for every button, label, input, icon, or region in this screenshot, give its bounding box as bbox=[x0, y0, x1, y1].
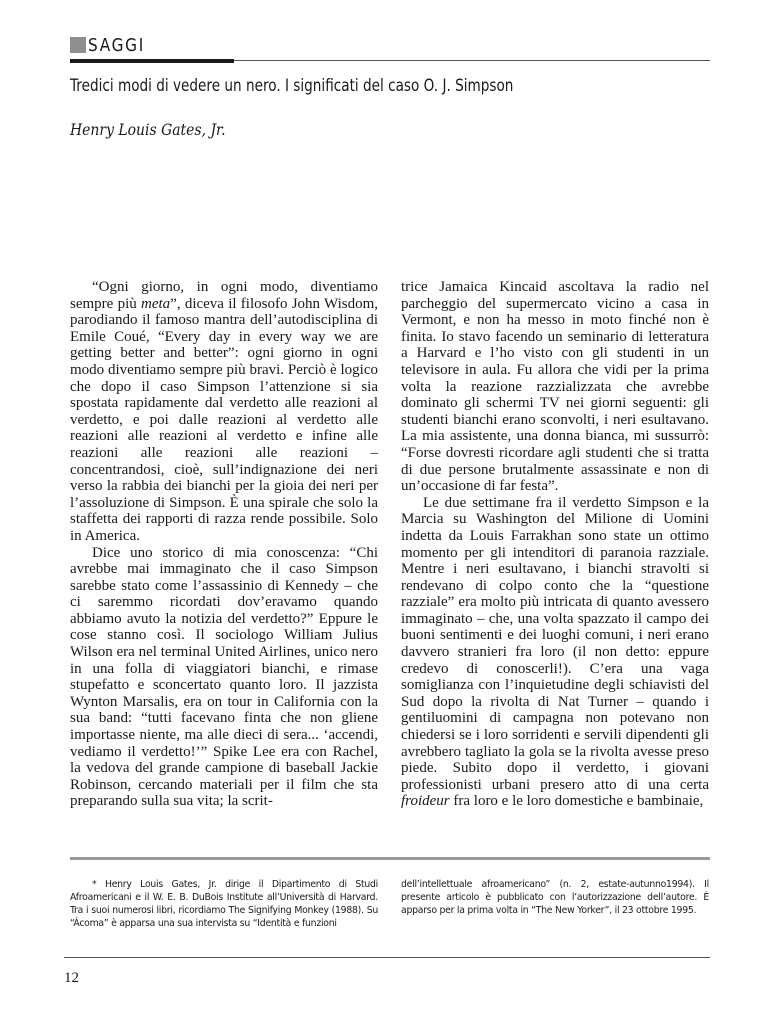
article-title: Tredici modi di vedere un nero. I significati del caso O. J. Simpson bbox=[70, 76, 514, 96]
footnote-right bbox=[401, 878, 709, 917]
paragraph-text: Le due settimane fra il verdetto Simpson e la Marcia su Washington del Milione di Uomini indetta da Louis Farrakhan sono state un ottimo momento per gli intenditori di paranoia razziale. Mentre i neri esultavano, i bianchi stravolti si rendevano di colpo conto che la “questione razziale” era molto più intricata di quanto avessero immaginato – che, una volta spazzato il campo dei buoni sentimenti e dei luoghi comuni, i neri erano davvero stranieri fra loro (il non detto: eppure credevo di conoscerli!). C’era una vaga somiglianza con l’inquietudine degli schiavisti del Sud dopo la rivolta di Nat Turner – quando i gentiluomini di campagna non potevano non chiedersi se i loro sorridenti e servili dipendenti gli avrebbero tagliato la gola se la rivolta avesse preso piede. Subito dopo il verdetto, i giovani professionisti urbani presero atto di una certa bbox=[401, 494, 709, 793]
header-rule-thick bbox=[70, 59, 234, 63]
body-column-right bbox=[401, 279, 709, 810]
footnote-text: dell’intellettuale afroamericano” (n. 2, estate-autunno1994). Il presente articolo è pubblicato con l’autorizzazione dell’autore. È apparso per la prima volta in “The New Yorker”, il 23 ottobre 1995. bbox=[401, 879, 709, 916]
section-label: SAGGI bbox=[88, 34, 145, 56]
article-author: Henry Louis Gates, Jr. bbox=[70, 121, 226, 139]
paragraph-italic-term: meta bbox=[140, 295, 171, 312]
body-column-left bbox=[70, 279, 378, 810]
paragraph-italic-term: froideur bbox=[401, 793, 450, 810]
footnote-left bbox=[70, 878, 378, 930]
paragraph bbox=[401, 495, 709, 810]
section-header bbox=[70, 31, 155, 59]
paragraph-text: fra loro e le loro domestiche e bambinaie, bbox=[449, 793, 704, 810]
paragraph-text: “Ogni giorno, in ogni modo, diventiamo sempre più bbox=[70, 279, 378, 312]
header-rule-thin bbox=[234, 60, 710, 61]
page-bottom-rule bbox=[64, 957, 710, 958]
paragraph: trice Jamaica Kincaid ascoltava la radio nel parcheggio del supermercato vicino a casa in Vermont, e non ha messo in moto finché non è finita. Io stavo facendo un seminario di letteratura a Harvard e l’ho visto con gli studenti in un televisore in aula. Fu allora che vidi per la prima volta la reazione razzializzata che avrebbe dominato gli schermi TV nei giorni seguenti: gli studenti bianchi erano sconvolti, i neri esultavano. La mia assistente, una donna bianca, mi sussurrò: “Forse dovresti ricordare agli studenti che si tratta di due persone brutalmente assassinate e non di un’occasione di far festa”. bbox=[401, 279, 709, 495]
footnote-text: * Henry Louis Gates, Jr. dirige il Dipartimento di Studi Afroamericani e il W. E. B. DuBois Institute all’Università di Harvard. Tra i suoi numerosi libri, ricordiamo The Signifying Monkey (1988). Su “Ácoma” è apparsa una sua intervista su “Identità e funzioni bbox=[70, 879, 378, 929]
paragraph bbox=[70, 279, 378, 545]
paragraph-text: ”, diceva il filosofo John Wisdom, parodiando il famoso mantra dell’autodisciplina di Emile Coué, “Every day in every way we are getting better and better”: ogni giorno in ogni modo diventiamo sempre più bravi. Perciò è logico che dopo il caso Simpson l’attenzione si sia spostata rapidamente dal verdetto alle reazioni al verdetto, e poi dalle reazioni al verdetto alle reazioni alle reazioni al verdetto e infine alle reazioni alle reazioni alle reazioni – concentrandosi, cioè, sull’indignazione dei neri verso la rabbia dei bianchi per la gioia dei neri per l’assoluzione di Simpson. È una spirale che solo la staffetta dei rapporti di razza rende possibile. Solo in America. bbox=[70, 295, 378, 544]
page-number: 12 bbox=[64, 970, 79, 986]
footnote-rule bbox=[70, 857, 710, 860]
section-marker-square-icon bbox=[70, 37, 86, 53]
paragraph: Dice uno storico di mia conoscenza: “Chi avrebbe mai immaginato che il caso Simpson sarebbe stato come l’assassinio di Kennedy – che ci saremmo ricordati dov’eravamo quando abbiamo avuto la notizia del verdetto?” Eppure le cose stanno così. Il sociologo William Julius Wilson era nel terminal United Airlines, unico nero in una folla di viaggiatori bianchi, e rimase stupefatto e sconcertato quanto loro. Il jazzista Wynton Marsalis, era on tour in California con la sua band: “tutti facevano finta che non gliene importasse niente, ma alle dieci di sera... ‘accendi, vediamo il verdetto!’” Spike Lee era con Rachel, la vedova del grande campione di baseball Jackie Robinson, cercando materiali per il film che sta preparando sulla sua vita; la scrit- bbox=[70, 544, 378, 810]
